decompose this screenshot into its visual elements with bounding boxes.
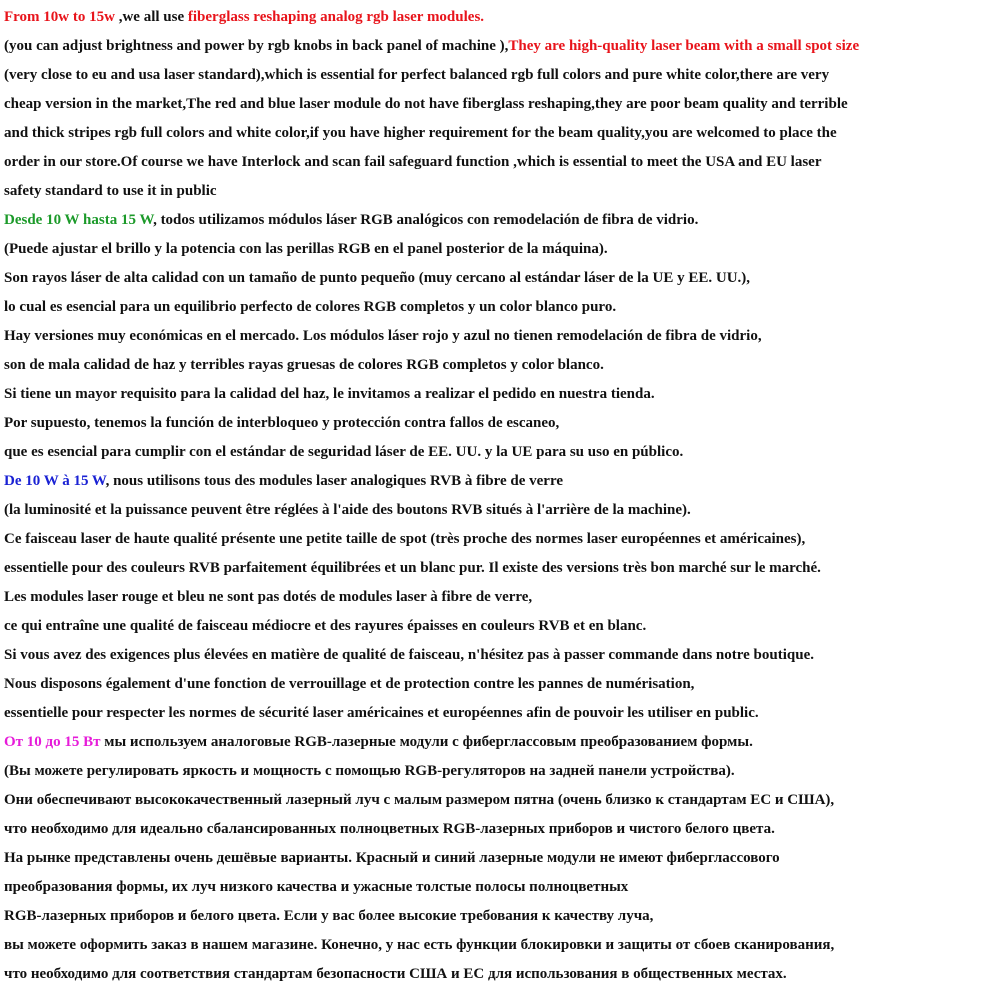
- spanish-power-range: Desde 10 W hasta 15 W: [4, 212, 154, 228]
- french-line-9: essentielle pour respecter les normes de sécurité laser américaines et européennes afin de pouvoir les utiliser en public.: [4, 705, 759, 721]
- spanish-line-1: [4, 206, 998, 235]
- english-line-3: (very close to eu and usa laser standard),which is essential for perfect balanced rgb full colors and pure white color,there are very: [4, 67, 830, 83]
- english-line-6: order in our store.Of course we have Interlock and scan fail safeguard function ,which is essential to meet the USA and EU laser: [4, 154, 822, 170]
- french-line-2: (la luminosité et la puissance peuvent être réglées à l'aide des boutons RVB situés à l'arrière de la machine).: [4, 502, 691, 518]
- spanish-line-6: son de mala calidad de haz y terribles rayas gruesas de colores RGB completos y color blanco.: [4, 357, 604, 373]
- spanish-intro-text: , todos utilizamos módulos láser RGB analógicos con remodelación de fibra de vidrio.: [153, 212, 699, 228]
- russian-line-2: (Вы можете регулировать яркость и мощность с помощью RGB-регуляторов на задней панели устройства).: [4, 763, 735, 779]
- english-quality-highlight: They are high-quality laser beam with a small spot size: [508, 38, 860, 54]
- russian-line-7: RGB-лазерных приборов и белого цвета. Если у вас более высокие требования к качеству луча,: [4, 908, 654, 924]
- spanish-line-9: que es esencial para cumplir con el estándar de seguridad láser de EE. UU. y la UE para su uso en público.: [4, 444, 684, 460]
- english-line-2: [4, 32, 998, 61]
- french-power-range: De 10 W à 15 W: [4, 473, 106, 489]
- russian-line-3: Они обеспечивают высококачественный лазерный луч с малым размером пятна (очень близко к стандартам ЕС и США),: [4, 792, 835, 808]
- french-intro-text: , nous utilisons tous des modules laser analogiques RVB à fibre de verre: [105, 473, 564, 489]
- spanish-line-3: Son rayos láser de alta calidad con un tamaño de punto pequeño (muy cercano al estándar láser de la UE y EE. UU.),: [4, 270, 751, 286]
- spanish-line-8: Por supuesto, tenemos la función de interbloqueo y protección contra fallos de escaneo,: [4, 415, 560, 431]
- russian-line-4: что необходимо для идеально сбалансированных полноцветных RGB-лазерных приборов и чистого белого цвета.: [4, 821, 775, 837]
- english-module-highlight: fiberglass reshaping analog rgb laser modules.: [187, 9, 485, 25]
- russian-power-range: От 10 до 15 Вт: [4, 734, 101, 750]
- spanish-line-7: Si tiene un mayor requisito para la calidad del haz, le invitamos a realizar el pedido en nuestra tienda.: [4, 386, 655, 402]
- english-adjust-text: (you can adjust brightness and power by rgb knobs in back panel of machine ),: [4, 38, 509, 54]
- spanish-line-2: (Puede ajustar el brillo y la potencia con las perillas RGB en el panel posterior de la máquina).: [4, 241, 608, 257]
- spanish-line-5: Hay versiones muy económicas en el mercado. Los módulos láser rojo y azul no tienen remodelación de fibra de vidrio,: [4, 328, 762, 344]
- english-line-1: [4, 3, 998, 32]
- french-line-4: essentielle pour des couleurs RVB parfaitement équilibrées et un blanc pur. Il existe des versions très bon marché sur le marché.: [4, 560, 821, 576]
- russian-line-1: [4, 728, 998, 757]
- french-line-6: ce qui entraîne une qualité de faisceau médiocre et des rayures épaisses en couleurs RVB et en blanc.: [4, 618, 647, 634]
- product-description: [4, 3, 998, 989]
- russian-line-6: преобразования формы, их луч низкого качества и ужасные толстые полосы полноцветных: [4, 879, 629, 895]
- english-line-4: cheap version in the market,The red and blue laser module do not have fiberglass reshaping,they are poor beam quality and terrible: [4, 96, 848, 112]
- english-intro-text: ,we all use: [114, 9, 188, 25]
- english-power-range: From 10w to 15w: [4, 9, 115, 25]
- russian-intro-text: мы используем аналоговые RGB-лазерные модули с фиберглассовым преобразованием формы.: [100, 734, 753, 750]
- french-line-7: Si vous avez des exigences plus élevées en matière de qualité de faisceau, n'hésitez pas à passer commande dans notre boutique.: [4, 647, 814, 663]
- english-line-5: and thick stripes rgb full colors and white color,if you have higher requirement for the beam quality,you are welcomed to place the: [4, 125, 837, 141]
- french-line-8: Nous disposons également d'une fonction de verrouillage et de protection contre les pannes de numérisation,: [4, 676, 695, 692]
- russian-line-5: На рынке представлены очень дешёвые варианты. Красный и синий лазерные модули не имеют фиберглассового: [4, 850, 780, 866]
- french-line-1: [4, 467, 998, 496]
- spanish-line-4: lo cual es esencial para un equilibrio perfecto de colores RGB completos y un color blanco puro.: [4, 299, 617, 315]
- french-line-5: Les modules laser rouge et bleu ne sont pas dotés de modules laser à fibre de verre,: [4, 589, 533, 605]
- russian-line-8: вы можете оформить заказ в нашем магазине. Конечно, у нас есть функции блокировки и защиты от сбоев сканирования,: [4, 937, 835, 953]
- russian-line-9: что необходимо для соответствия стандартам безопасности США и ЕС для использования в общественных местах.: [4, 966, 787, 982]
- english-line-7: safety standard to use it in public: [4, 183, 217, 199]
- french-line-3: Ce faisceau laser de haute qualité présente une petite taille de spot (très proche des normes laser européennes et américaines),: [4, 531, 806, 547]
